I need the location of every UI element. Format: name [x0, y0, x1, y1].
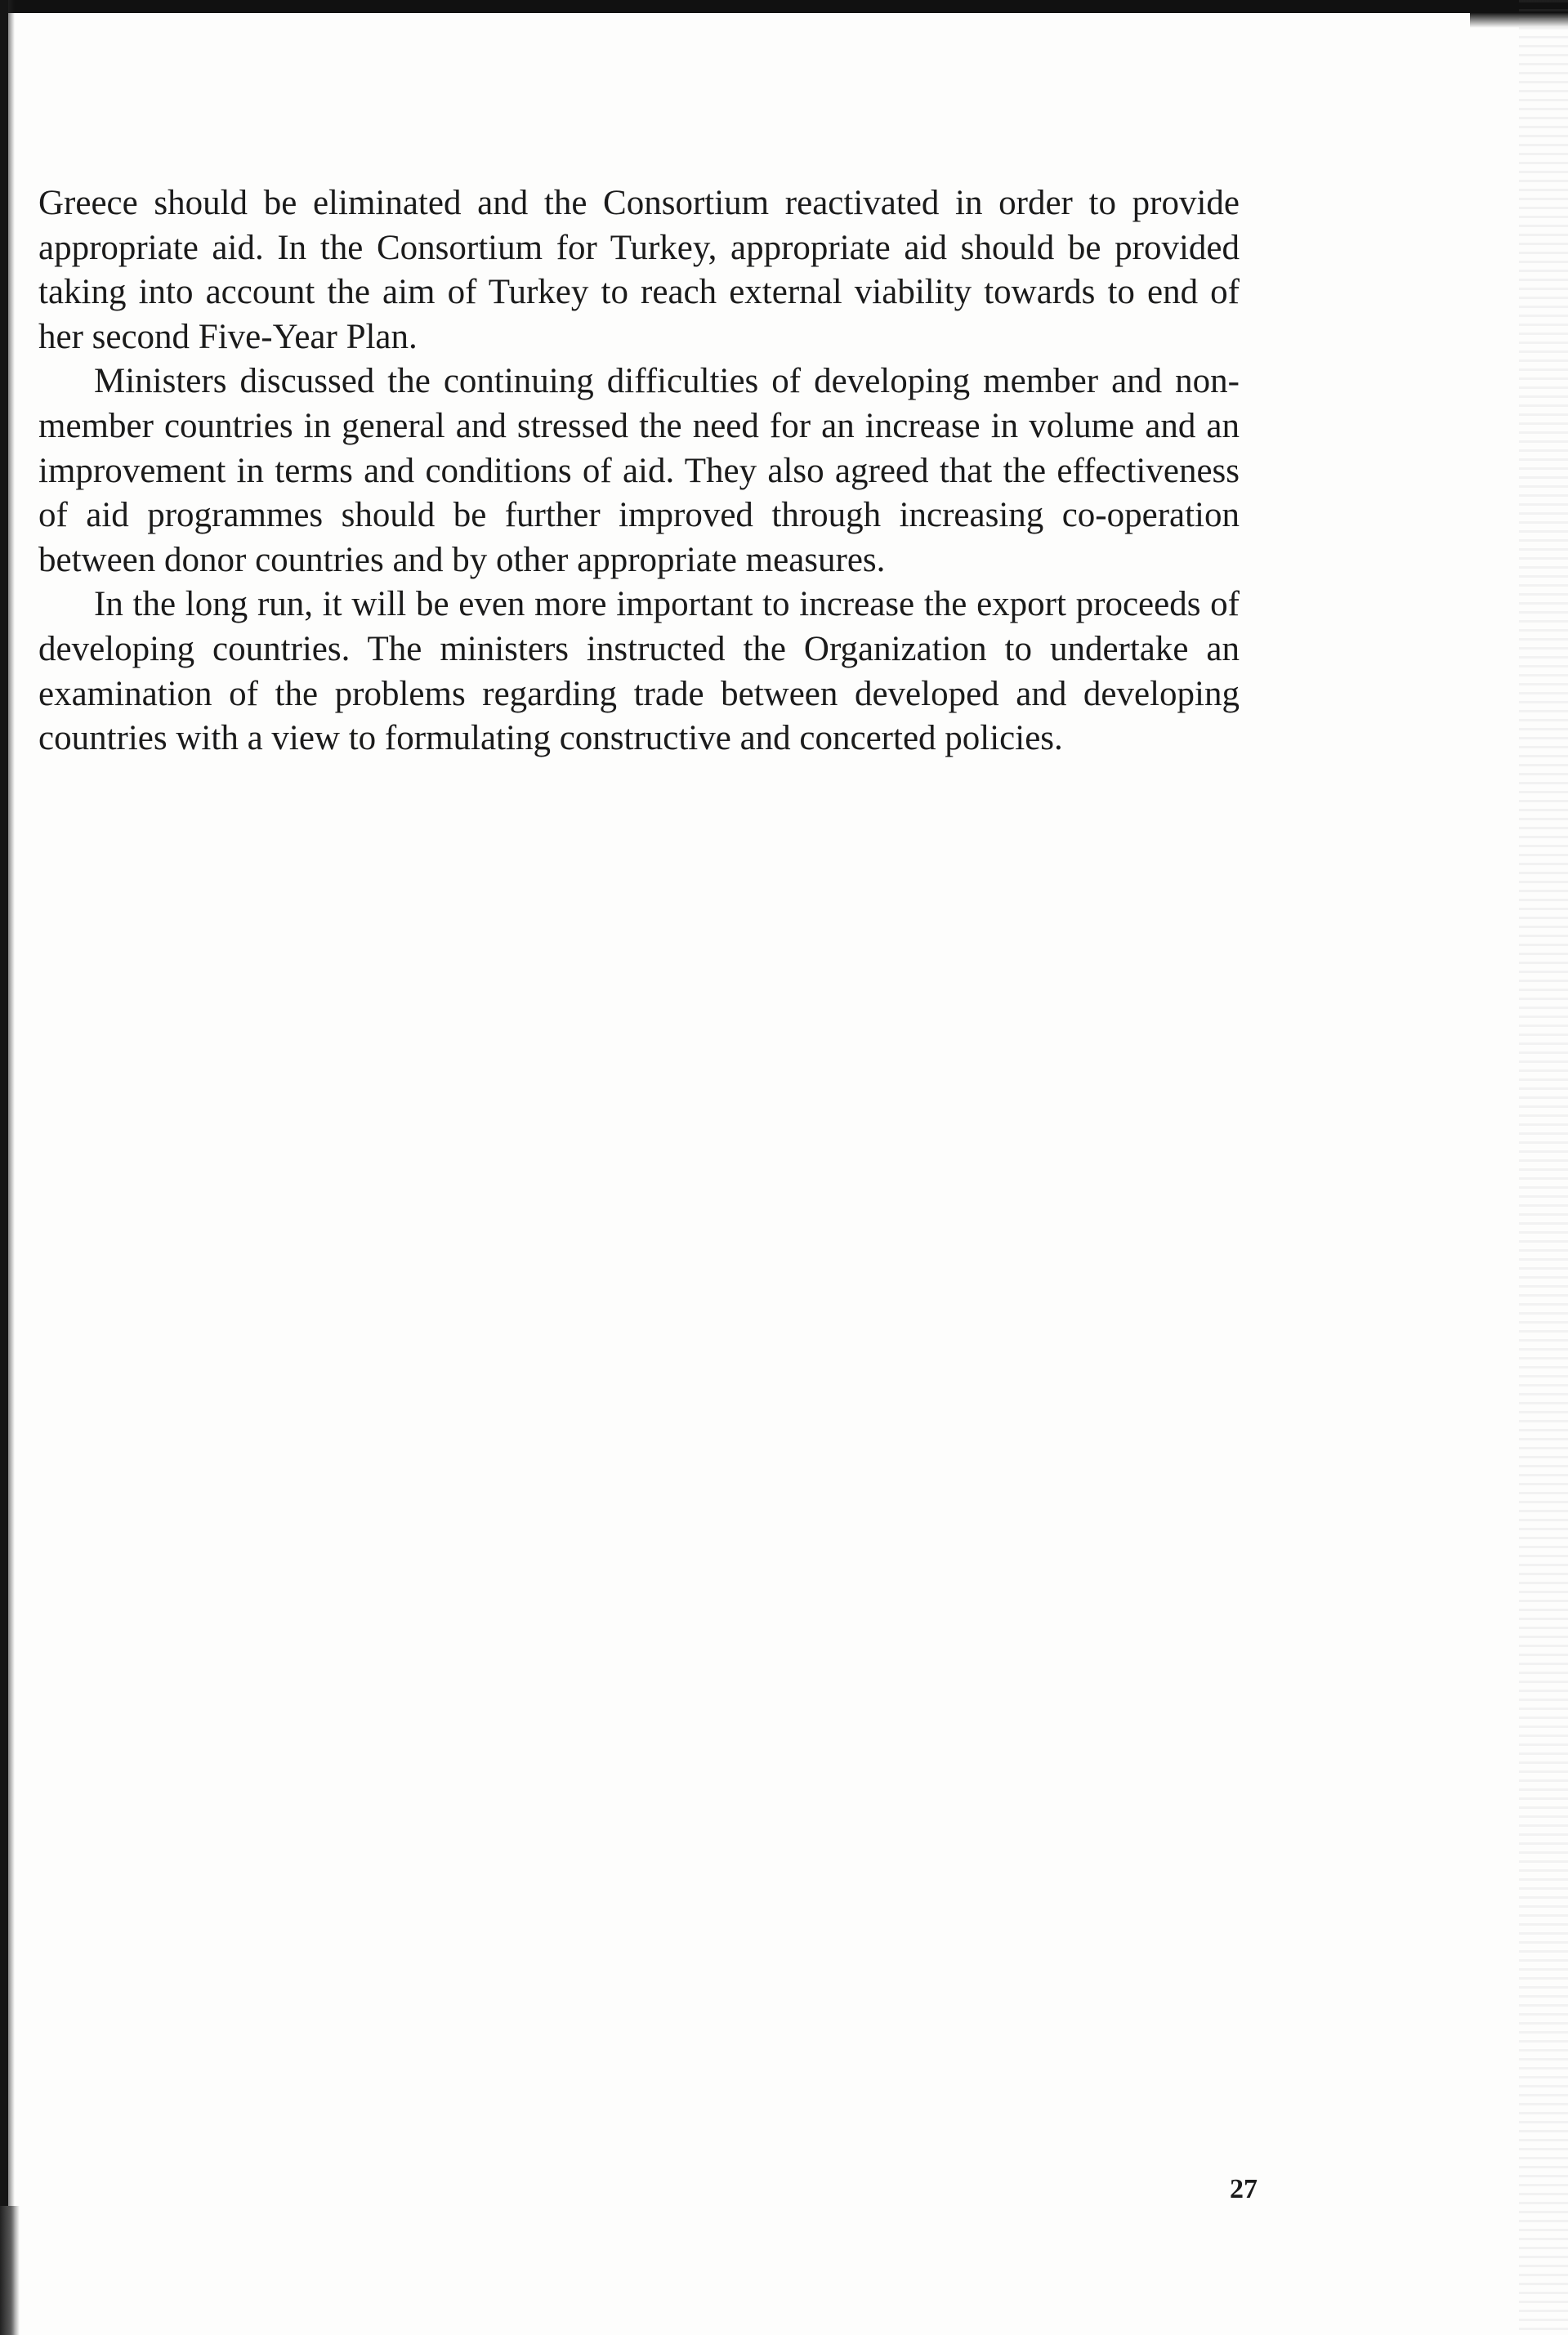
- paragraph-2: Ministers discussed the continuing difficulties of developing member and non-member countries in general and stressed the need for an increase in volume and an improvement in terms and conditions of aid. They also agreed that the effectiveness of aid programmes should be further improved through increasing co-operation between donor countries and by other appropriate measures.: [38, 362, 1240, 579]
- scan-edge-right: [1519, 0, 1568, 2335]
- scan-edge-left-shadow: [8, 0, 15, 2335]
- scan-edge-left: [0, 0, 8, 2335]
- scan-edge-bottom-left: [0, 2206, 20, 2335]
- paragraph-3: In the long run, it will be even more important to increase the export proceeds of developing countries. The ministers instructed the Organization to undertake an examination of the problems regarding trade between developed and developing countries with a view to formulating constructive and concerted policies.: [38, 585, 1240, 758]
- body-text: [38, 181, 1240, 761]
- page-number: 27: [1230, 2174, 1258, 2204]
- scan-edge-top: [0, 0, 1568, 13]
- paragraph-1: Greece should be eliminated and the Consortium reactivated in order to provide appropriate aid. In the Consortium for Turkey, appropriate aid should be provided taking into account the aim of Turkey to reach external viability towards to end of her second Five-Year Plan.: [38, 184, 1240, 356]
